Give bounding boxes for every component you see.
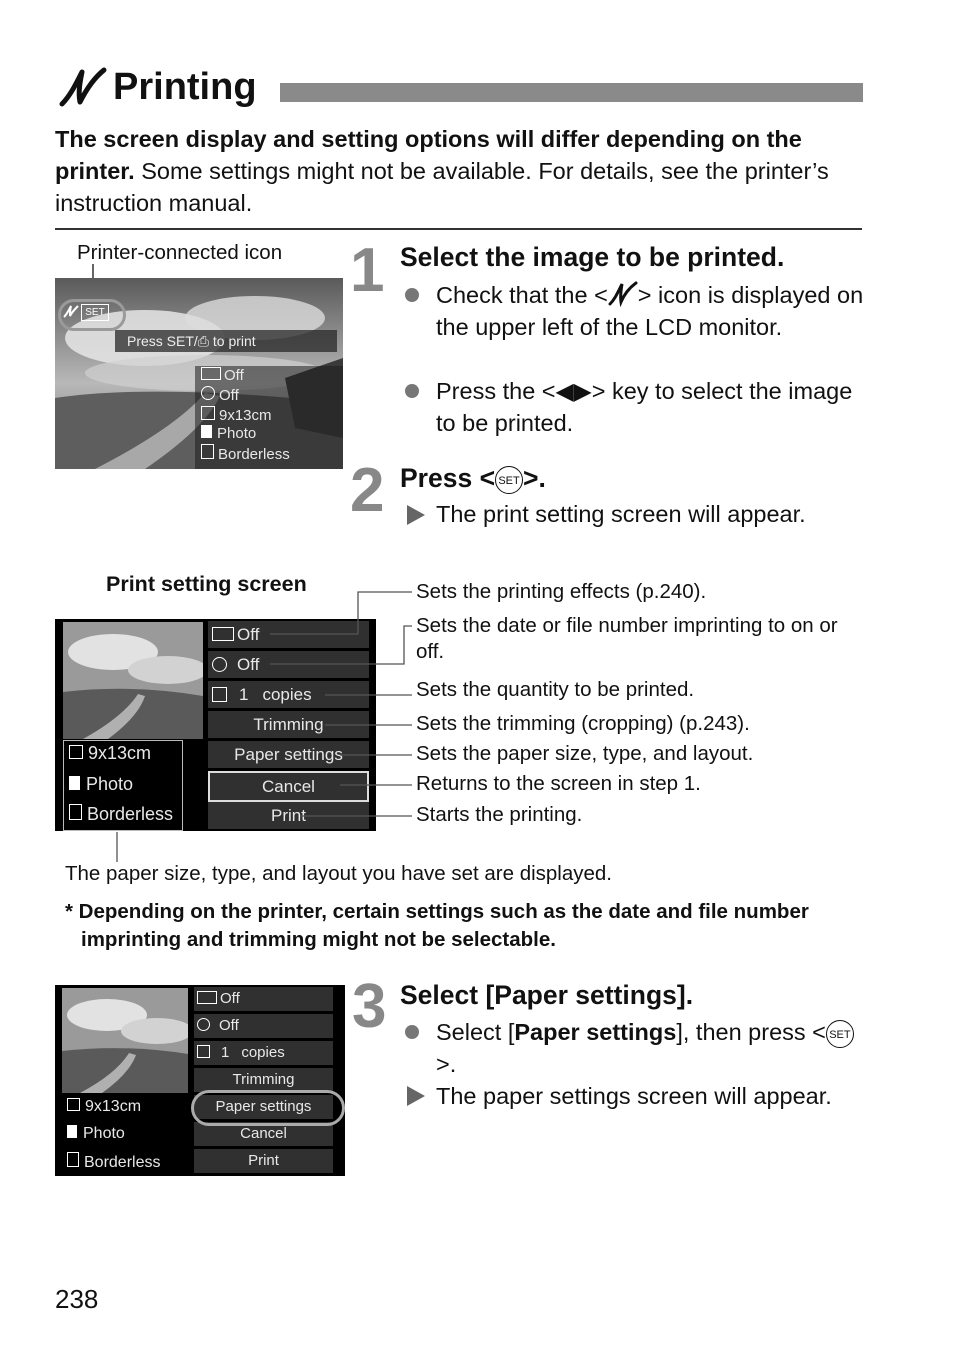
printer-connected-icon [58, 66, 108, 110]
effect-option[interactable] [194, 987, 333, 1011]
callout-trimming: Sets the trimming (cropping) (p.243). [416, 712, 750, 735]
set-badge: SET [81, 304, 109, 321]
printer-connected-icon [608, 281, 638, 307]
text: >. [436, 1051, 457, 1077]
step1-bullet-2 [436, 375, 866, 439]
page-title: Printing [113, 66, 257, 108]
info-type: Photo [86, 774, 134, 794]
size-row [201, 406, 272, 424]
effect-value: Off [220, 990, 240, 1007]
paper-size-icon [67, 1098, 80, 1111]
layout-row [201, 444, 290, 463]
paper-settings-option[interactable]: Paper settings [194, 1095, 333, 1119]
effect-icon [197, 991, 217, 1004]
callout-quantity: Sets the quantity to be printed. [416, 678, 695, 701]
copies-icon [197, 1045, 210, 1058]
bullet [405, 1025, 419, 1039]
step3-bullet-1 [436, 1016, 866, 1080]
paper-settings-select-screen [55, 985, 345, 1176]
info-size: 9x13cm [85, 1098, 142, 1115]
callout-effects: Sets the printing effects (p.240). [416, 580, 707, 603]
copies-count: 1 [221, 1044, 230, 1061]
text: Press < [400, 463, 496, 493]
print-banner: Press SET/⎙ to print [115, 330, 337, 352]
text: Check that the < [436, 282, 608, 308]
bullet [405, 288, 419, 302]
bullet [405, 384, 419, 398]
callout-print: Starts the printing. [416, 803, 583, 826]
result-arrow-icon [407, 505, 425, 525]
info-layout-row [67, 1152, 160, 1172]
copies-label: copies [241, 1044, 285, 1061]
intro-paragraph [55, 123, 870, 219]
type-value: Photo [217, 425, 257, 442]
text: ], then press < [676, 1019, 826, 1045]
photo-thumbnail [62, 988, 188, 1093]
cancel-option[interactable]: Cancel [194, 1122, 333, 1146]
date-option[interactable] [194, 1014, 333, 1038]
callout-paper: Sets the paper size, type, and layout. [416, 742, 754, 765]
intro-bold: The screen display and setting options will differ depending on the printer. [55, 126, 802, 184]
step1-heading: Select the image to be printed. [400, 242, 785, 272]
step-number-2: 2 [350, 456, 385, 525]
callout-date: Sets the date or file number imprinting to on or off. [416, 614, 838, 663]
printer-connected-icon [63, 305, 79, 319]
print-option[interactable]: Print [208, 802, 369, 829]
lcd-playback-screen [55, 278, 343, 469]
info-layout: Borderless [84, 1154, 161, 1171]
title-rule [280, 83, 863, 102]
date-icon [201, 386, 215, 400]
effect-value: Off [224, 367, 244, 384]
date-row [201, 386, 239, 404]
step-number-1: 1 [350, 236, 385, 305]
info-type: Photo [83, 1125, 125, 1142]
trimming-option[interactable]: Trimming [208, 711, 369, 738]
effect-row [201, 367, 244, 384]
text: > icon is displayed on the upper left of the LCD monitor. [436, 282, 864, 340]
cancel-option[interactable]: Cancel [208, 771, 369, 802]
left-right-key-icon: ◀▶ [555, 378, 592, 404]
step-number-3: 3 [352, 972, 387, 1041]
callout-leader-lines [0, 580, 420, 870]
highlight-circle [191, 1090, 345, 1126]
date-value: Off [219, 1017, 239, 1034]
copies-count: 1 [239, 685, 249, 704]
step1-bullet-1 [436, 279, 866, 343]
date-icon [197, 1018, 210, 1031]
info-size: 9x13cm [88, 743, 152, 763]
intro-rest: Some settings might not be available. For details, see the printer’s instruction manual. [55, 158, 829, 216]
copies-label: copies [262, 685, 312, 704]
text: Press the < [436, 378, 556, 404]
step2-result: The print setting screen will appear. [436, 501, 806, 527]
paper-type-icon [201, 425, 212, 438]
copies-option[interactable] [194, 1041, 333, 1065]
layout-icon [201, 444, 214, 459]
date-value: Off [237, 655, 260, 674]
result-arrow-icon [407, 1086, 425, 1106]
text-bold: Paper settings [514, 1019, 677, 1045]
paper-type-icon [67, 1125, 77, 1138]
date-value: Off [219, 387, 239, 404]
printer-icon-callout: Printer-connected icon [77, 241, 283, 264]
trimming-option[interactable]: Trimming [194, 1068, 333, 1092]
layout-value: Borderless [218, 446, 290, 463]
effect-value: Off [237, 625, 260, 644]
info-type-row [67, 1125, 125, 1143]
step3-result: The paper settings screen will appear. [436, 1083, 832, 1109]
info-size-row [67, 1098, 141, 1116]
layout-icon [67, 1152, 79, 1167]
section-divider [55, 228, 862, 230]
paper-settings-option[interactable]: Paper settings [208, 741, 369, 768]
size-value: 9x13cm [219, 407, 272, 424]
text: > key to select the image to be printed. [436, 378, 853, 436]
set-button-icon: SET [495, 466, 523, 494]
paper-size-icon [201, 406, 215, 420]
page-number: 238 [55, 1284, 99, 1314]
footnote: * Depending on the printer, certain settings such as the date and file number imprinting and trimming might not be selectable. [65, 900, 809, 951]
text: >. [523, 463, 546, 493]
print-setting-caption: Print setting screen [106, 572, 307, 596]
set-button-icon: SET [826, 1020, 854, 1048]
step2-heading [400, 461, 546, 495]
paper-info-caption: The paper size, type, and layout you have set are displayed. [65, 862, 613, 885]
type-row [201, 425, 256, 442]
info-layout: Borderless [87, 804, 174, 824]
print-option[interactable]: Print [194, 1149, 333, 1173]
step3-heading: Select [Paper settings]. [400, 980, 694, 1010]
callout-cancel: Returns to the screen in step 1. [416, 772, 701, 795]
effect-icon [201, 367, 221, 380]
text: Select [ [436, 1019, 515, 1045]
